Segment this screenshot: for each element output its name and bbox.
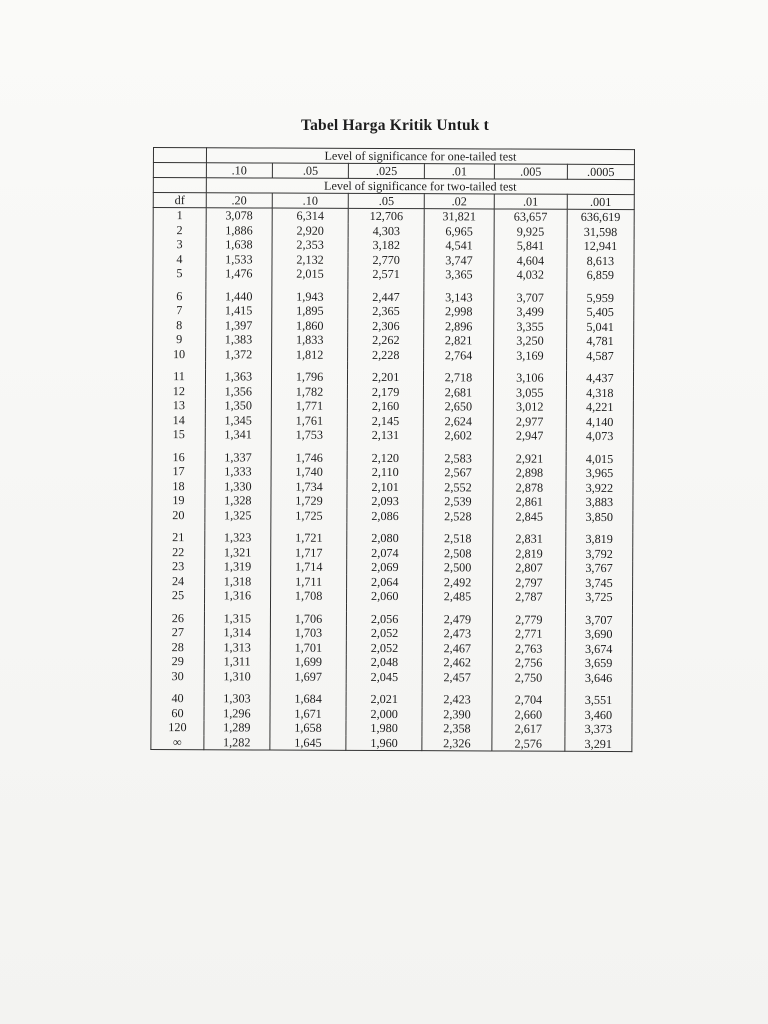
- value-cell: 1,708: [270, 589, 347, 604]
- value-cell: 1,289: [204, 720, 270, 735]
- value-cell: 3,365: [424, 267, 494, 282]
- value-cell: 2,262: [348, 333, 424, 348]
- value-cell: 2,390: [422, 707, 492, 722]
- value-cell: 31,598: [567, 224, 634, 239]
- value-cell: 2,718: [424, 370, 494, 385]
- spacer-cell: [565, 604, 632, 612]
- value-cell: 2,467: [422, 641, 492, 656]
- table-row: [153, 237, 634, 254]
- value-cell: 4,032: [494, 267, 567, 282]
- df-cell: 15: [152, 427, 205, 442]
- value-cell: 1,333: [205, 464, 271, 479]
- two-tailed-level: .10: [272, 193, 349, 208]
- spacer-cell: [152, 522, 205, 530]
- value-cell: 9,925: [494, 224, 567, 239]
- value-cell: 3,143: [424, 290, 494, 305]
- value-cell: 2,624: [423, 414, 493, 429]
- value-cell: 2,617: [492, 721, 565, 736]
- value-cell: 4,073: [566, 429, 633, 444]
- value-cell: 2,576: [492, 736, 565, 751]
- value-cell: 2,998: [424, 304, 494, 319]
- value-cell: 1,701: [270, 640, 347, 655]
- value-cell: 2,528: [423, 509, 493, 524]
- df-cell: 11: [152, 369, 205, 384]
- value-cell: 1,895: [272, 304, 349, 319]
- value-cell: 4,140: [566, 414, 633, 429]
- value-cell: 2,052: [347, 640, 423, 655]
- value-cell: 1,363: [205, 369, 271, 384]
- value-cell: 2,101: [347, 479, 423, 494]
- df-cell: 26: [151, 610, 204, 625]
- value-cell: 2,819: [493, 546, 566, 561]
- value-cell: 3,291: [565, 736, 632, 751]
- value-cell: 3,965: [566, 466, 633, 481]
- value-cell: 1,812: [271, 347, 348, 362]
- value-cell: 2,120: [347, 450, 423, 465]
- value-cell: 2,074: [347, 545, 423, 560]
- value-cell: 1,860: [271, 318, 348, 333]
- value-cell: 2,056: [347, 611, 423, 626]
- value-cell: 2,660: [492, 707, 565, 722]
- df-cell: 9: [153, 332, 206, 347]
- value-cell: 3,055: [493, 385, 566, 400]
- value-cell: 4,604: [494, 253, 567, 268]
- critical-t-table: [150, 147, 635, 752]
- value-cell: 12,941: [567, 239, 634, 254]
- table-row: [152, 507, 633, 524]
- value-cell: 1,638: [206, 237, 272, 252]
- df-cell: 16: [152, 449, 205, 464]
- value-cell: 4,318: [566, 385, 633, 400]
- value-cell: 2,485: [423, 589, 493, 604]
- value-cell: 2,353: [272, 238, 349, 253]
- value-cell: 1,345: [205, 413, 271, 428]
- value-cell: 2,807: [493, 560, 566, 575]
- value-cell: 1,729: [271, 494, 348, 509]
- df-cell: 10: [153, 347, 206, 362]
- value-cell: 1,658: [270, 721, 347, 736]
- df-cell: 3: [153, 237, 206, 252]
- two-tailed-level: .01: [494, 194, 567, 209]
- value-cell: 1,717: [270, 545, 347, 560]
- value-cell: 3,646: [565, 670, 632, 685]
- value-cell: 2,015: [272, 267, 349, 282]
- value-cell: 2,358: [422, 721, 492, 736]
- value-cell: 3,690: [565, 627, 632, 642]
- empty-corner-cell: [153, 178, 206, 193]
- value-cell: 2,845: [493, 509, 566, 524]
- value-cell: 1,833: [271, 333, 348, 348]
- value-cell: 2,048: [347, 655, 423, 670]
- value-cell: 1,321: [205, 545, 271, 560]
- value-cell: 6,859: [567, 268, 634, 283]
- two-tailed-caption: Level of significance for two-tailed test: [206, 178, 634, 195]
- spacer-cell: [566, 524, 633, 532]
- df-cell: 30: [151, 668, 204, 683]
- value-cell: 1,703: [270, 626, 347, 641]
- value-cell: 2,473: [422, 626, 492, 641]
- one-tailed-caption: Level of significance for one-tailed test: [206, 148, 634, 165]
- value-cell: 3,551: [565, 693, 632, 708]
- df-cell: 21: [152, 530, 205, 545]
- value-cell: 2,479: [422, 612, 492, 627]
- spacer-cell: [567, 282, 634, 290]
- value-cell: 1,328: [205, 493, 271, 508]
- value-cell: 2,179: [348, 384, 424, 399]
- value-cell: 63,657: [494, 209, 567, 224]
- value-cell: 5,841: [494, 238, 567, 253]
- one-tailed-level: .01: [424, 164, 494, 179]
- one-tailed-level: .005: [494, 164, 567, 179]
- df-cell: 18: [152, 478, 205, 493]
- spacer-cell: [206, 281, 272, 289]
- value-cell: 1,697: [270, 669, 347, 684]
- df-cell: 23: [152, 559, 205, 574]
- value-cell: 6,314: [272, 208, 349, 223]
- value-cell: 2,000: [346, 706, 422, 721]
- value-cell: 2,228: [348, 347, 424, 362]
- value-cell: 4,015: [566, 451, 633, 466]
- spacer-cell: [151, 683, 204, 691]
- table-row: [153, 208, 634, 225]
- spacer-cell: [152, 441, 205, 449]
- df-cell: 22: [152, 544, 205, 559]
- value-cell: 1,318: [205, 574, 271, 589]
- table-row: [152, 369, 633, 386]
- value-cell: 3,707: [494, 290, 567, 305]
- table-row: [151, 691, 632, 708]
- df-cell: 13: [152, 398, 205, 413]
- value-cell: 2,457: [422, 670, 492, 685]
- table-row: [151, 654, 632, 671]
- df-cell: 19: [152, 493, 205, 508]
- value-cell: 1,943: [272, 289, 349, 304]
- value-cell: 2,764: [424, 348, 494, 363]
- value-cell: 1,796: [271, 370, 348, 385]
- value-cell: 1,323: [205, 530, 271, 545]
- value-cell: 2,518: [423, 531, 493, 546]
- value-cell: 2,306: [348, 318, 424, 333]
- one-tailed-level: .0005: [567, 164, 634, 179]
- value-cell: 5,405: [567, 305, 634, 320]
- value-cell: 1,415: [206, 303, 272, 318]
- value-cell: 2,797: [493, 575, 566, 590]
- value-cell: 1,330: [205, 479, 271, 494]
- value-cell: 5,959: [567, 290, 634, 305]
- value-cell: 2,770: [348, 252, 424, 267]
- value-cell: 2,704: [492, 692, 565, 707]
- spacer-cell: [153, 281, 206, 289]
- value-cell: 2,145: [348, 413, 424, 428]
- value-cell: 2,132: [272, 252, 349, 267]
- value-cell: 1,440: [206, 289, 272, 304]
- df-cell: 28: [151, 639, 204, 654]
- table-row: [152, 464, 633, 481]
- spacer-cell: [205, 442, 271, 450]
- df-cell: 2: [153, 223, 206, 238]
- value-cell: 6,965: [424, 224, 494, 239]
- spacer-cell: [205, 361, 271, 369]
- value-cell: 2,160: [348, 399, 424, 414]
- value-cell: 1,533: [206, 252, 272, 267]
- value-cell: 4,437: [566, 371, 633, 386]
- value-cell: 4,587: [566, 348, 633, 363]
- value-cell: 1,282: [204, 735, 270, 750]
- table-row: [152, 530, 633, 547]
- df-cell: 17: [152, 464, 205, 479]
- value-cell: 2,492: [423, 575, 493, 590]
- value-cell: 2,552: [423, 480, 493, 495]
- df-cell: 12: [152, 383, 205, 398]
- value-cell: 12,706: [348, 208, 424, 223]
- spacer-cell: [565, 685, 632, 693]
- value-cell: 4,221: [566, 400, 633, 415]
- value-cell: 1,372: [206, 347, 272, 362]
- value-cell: 1,356: [205, 384, 271, 399]
- value-cell: 1,325: [205, 508, 271, 523]
- value-cell: 1,960: [346, 735, 422, 750]
- value-cell: 1,337: [205, 450, 271, 465]
- value-cell: 2,045: [346, 669, 422, 684]
- table-row: [152, 559, 633, 576]
- value-cell: 2,060: [347, 589, 423, 604]
- df-cell: 27: [151, 625, 204, 640]
- value-cell: 2,896: [424, 319, 494, 334]
- table-row: [151, 625, 632, 642]
- value-cell: 1,746: [271, 450, 348, 465]
- df-cell: 8: [153, 318, 206, 333]
- value-cell: 2,947: [493, 428, 566, 443]
- value-cell: 1,706: [270, 611, 347, 626]
- value-cell: 1,684: [270, 692, 347, 707]
- value-cell: 2,779: [492, 612, 565, 627]
- value-cell: 3,078: [206, 208, 272, 223]
- value-cell: 2,602: [423, 428, 493, 443]
- value-cell: 1,350: [205, 398, 271, 413]
- value-cell: 2,750: [492, 670, 565, 685]
- df-cell: 29: [151, 654, 204, 669]
- value-cell: 4,781: [566, 334, 633, 349]
- value-cell: 1,476: [206, 266, 272, 281]
- value-cell: 2,787: [492, 589, 565, 604]
- value-cell: 2,508: [423, 546, 493, 561]
- value-cell: 2,920: [272, 223, 349, 238]
- spacer-cell: [566, 363, 633, 371]
- table-row: [153, 303, 634, 320]
- value-cell: 2,861: [493, 494, 566, 509]
- value-cell: 1,886: [206, 223, 272, 238]
- value-cell: 2,365: [348, 304, 424, 319]
- value-cell: 1,310: [204, 669, 270, 684]
- df-cell: 7: [153, 303, 206, 318]
- value-cell: 3,725: [565, 590, 632, 605]
- value-cell: 1,671: [270, 706, 347, 721]
- value-cell: 3,792: [565, 546, 632, 561]
- value-cell: 1,782: [271, 384, 348, 399]
- df-header: df: [153, 193, 206, 208]
- df-cell: 6: [153, 289, 206, 304]
- value-cell: 3,250: [494, 333, 567, 348]
- value-cell: 2,821: [424, 333, 494, 348]
- spacer-cell: [204, 603, 270, 611]
- value-cell: 1,397: [206, 318, 272, 333]
- value-cell: 3,659: [565, 656, 632, 671]
- value-cell: 1,313: [204, 640, 270, 655]
- table-row: [152, 427, 633, 444]
- two-tailed-level: .05: [349, 193, 425, 208]
- value-cell: 1,721: [271, 531, 348, 546]
- value-cell: 3,012: [493, 399, 566, 414]
- value-cell: 1,771: [271, 399, 348, 414]
- value-cell: 2,921: [493, 451, 566, 466]
- value-cell: 2,080: [347, 531, 423, 546]
- df-cell: ∞: [151, 734, 204, 749]
- df-cell: 1: [153, 208, 206, 223]
- value-cell: 1,315: [204, 611, 270, 626]
- spacer-cell: [566, 443, 633, 451]
- value-cell: 1,734: [271, 479, 348, 494]
- table-row: [151, 668, 632, 685]
- value-cell: 1,645: [270, 735, 347, 750]
- df-cell: 14: [152, 412, 205, 427]
- table-row: [151, 734, 632, 751]
- value-cell: 2,571: [348, 267, 424, 282]
- value-cell: 31,821: [424, 209, 494, 224]
- value-cell: 2,500: [423, 560, 493, 575]
- value-cell: 1,311: [204, 654, 270, 669]
- value-cell: 2,977: [493, 414, 566, 429]
- value-cell: 1,314: [204, 625, 270, 640]
- value-cell: 2,831: [493, 531, 566, 546]
- empty-corner-cell: [153, 163, 206, 178]
- df-cell: 20: [152, 507, 205, 522]
- value-cell: 1,714: [270, 560, 347, 575]
- value-cell: 2,583: [423, 451, 493, 466]
- df-cell: 60: [151, 705, 204, 720]
- spacer-cell: [204, 683, 270, 691]
- value-cell: 1,725: [271, 508, 348, 523]
- value-cell: 2,447: [348, 289, 424, 304]
- df-cell: 5: [153, 266, 206, 281]
- value-cell: 636,619: [567, 209, 634, 224]
- value-cell: 2,567: [423, 465, 493, 480]
- table-row: [152, 588, 633, 605]
- value-cell: 2,069: [347, 560, 423, 575]
- value-cell: 2,423: [422, 692, 492, 707]
- value-cell: 3,883: [566, 495, 633, 510]
- value-cell: 4,303: [348, 223, 424, 238]
- value-cell: 3,355: [494, 319, 567, 334]
- value-cell: 1,303: [204, 691, 270, 706]
- value-cell: 2,681: [423, 385, 493, 400]
- value-cell: 3,747: [424, 253, 494, 268]
- df-cell: 24: [152, 573, 205, 588]
- value-cell: 2,771: [492, 626, 565, 641]
- df-cell: 40: [151, 691, 204, 706]
- value-cell: 1,753: [271, 428, 348, 443]
- value-cell: 3,922: [566, 480, 633, 495]
- two-tailed-level: .001: [567, 194, 634, 209]
- one-tailed-level: .025: [349, 163, 425, 178]
- value-cell: 3,460: [565, 707, 632, 722]
- value-cell: 2,086: [347, 508, 423, 523]
- value-cell: 3,850: [566, 509, 633, 524]
- value-cell: 2,326: [422, 736, 492, 751]
- value-cell: 4,541: [424, 238, 494, 253]
- value-cell: 2,539: [423, 494, 493, 509]
- two-tailed-level: .20: [206, 193, 272, 208]
- value-cell: 3,767: [565, 561, 632, 576]
- value-cell: 5,041: [566, 319, 633, 334]
- table-row: [152, 398, 633, 415]
- page-title: Tabel Harga Kritik Untuk t: [300, 117, 490, 134]
- value-cell: 3,106: [493, 370, 566, 385]
- value-cell: 1,341: [205, 427, 271, 442]
- value-cell: 2,898: [493, 465, 566, 480]
- value-cell: 2,064: [347, 574, 423, 589]
- value-cell: 1,761: [271, 413, 348, 428]
- table-row: [153, 347, 634, 364]
- empty-corner-cell: [153, 148, 206, 163]
- spacer-cell: [153, 361, 206, 369]
- value-cell: 1,740: [271, 465, 348, 480]
- value-cell: 3,373: [565, 722, 632, 737]
- one-tailed-level: .05: [272, 163, 349, 178]
- df-cell: 25: [152, 588, 205, 603]
- spacer-cell: [205, 522, 271, 530]
- table-row: [152, 493, 633, 510]
- value-cell: 2,763: [492, 641, 565, 656]
- value-cell: 1,316: [204, 588, 270, 603]
- table-row: [153, 332, 634, 349]
- value-cell: 2,110: [347, 465, 423, 480]
- value-cell: 2,462: [422, 655, 492, 670]
- value-cell: 2,650: [423, 399, 493, 414]
- value-cell: 3,707: [565, 612, 632, 627]
- df-cell: 4: [153, 252, 206, 267]
- value-cell: 8,613: [567, 253, 634, 268]
- value-cell: 3,182: [348, 238, 424, 253]
- value-cell: 1,980: [346, 721, 422, 736]
- table-row: [151, 720, 632, 737]
- value-cell: 1,296: [204, 706, 270, 721]
- value-cell: 3,674: [565, 641, 632, 656]
- value-cell: 3,819: [566, 532, 633, 547]
- value-cell: 2,201: [348, 370, 424, 385]
- value-cell: 2,878: [493, 480, 566, 495]
- spacer-cell: [151, 602, 204, 610]
- value-cell: 2,131: [348, 428, 424, 443]
- one-tailed-level: .10: [206, 163, 272, 178]
- value-cell: 3,499: [494, 304, 567, 319]
- value-cell: 1,383: [206, 332, 272, 347]
- table-row: [153, 266, 634, 283]
- df-cell: 120: [151, 720, 204, 735]
- two-tailed-level: .02: [424, 194, 494, 209]
- value-cell: 3,745: [565, 575, 632, 590]
- value-cell: 2,021: [346, 692, 422, 707]
- value-cell: 2,756: [492, 655, 565, 670]
- value-cell: 3,169: [494, 348, 567, 363]
- value-cell: 2,052: [347, 626, 423, 641]
- value-cell: 2,093: [347, 494, 423, 509]
- value-cell: 1,319: [205, 559, 271, 574]
- value-cell: 1,699: [270, 655, 347, 670]
- value-cell: 1,711: [270, 574, 347, 589]
